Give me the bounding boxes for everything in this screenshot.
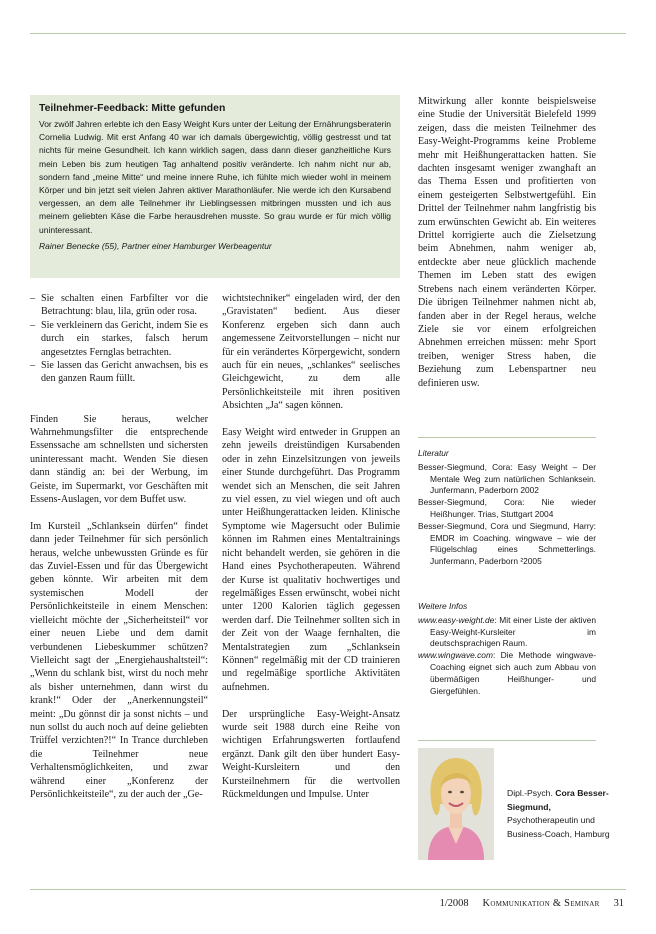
paragraph: Easy Weight wird entweder in Gruppen an zehn jeweils dreistündigen Kursabenden oder in zehn Einzelsitzungen von jeweils einer Stunde durchgeführt. Das Programm wendet sich an Menschen, die seit Jahren zu viel essen, zu viel wiegen und oft auch unter Heißhungerattacken leiden. Klinische Symptome wie Magersucht oder Bulimie können im Rahmen eines Mentaltrainings nicht behandelt werden, sie gehören in die Hand eines Psychotherapeuten. Während der Kurse ist qualitativ hochwertiges und regelmäßiges Essen erwünscht, wobei nicht unter 1200 Kalorien täglich gegessen werden darf. Die Teilnehmer sollten sich in der Zeit von der Waage fernhalten, die Mentalstrategien zum „Schlanksein Können“ regelmäßig mit der CD trainieren und regelmäßige sportliche Aktivitäten aufnehmen. bbox=[222, 427, 400, 693]
infos-section bbox=[418, 601, 596, 697]
literature-section bbox=[418, 448, 596, 568]
paragraph: Finden Sie heraus, welcher Wahrnehmungsfilter die entsprechende Essenssache am schnellsten und sichersten uninteressant macht. Wenden Sie diesen dann ständig an: bei der Werbung, im Geiste, im Supermarkt, vor Geschäften mit Essens-Auslagen, vor dem Buffet usw. bbox=[30, 413, 208, 506]
info-entry bbox=[418, 615, 596, 650]
list-item: – Sie verkleinern das Gericht, indem Sie es durch ein starkes, falsch herum angesetztes Fernglas betrachten. bbox=[30, 319, 208, 359]
column-3 bbox=[418, 95, 596, 390]
feedback-text: Vor zwölf Jahren erlebte ich den Easy Weight Kurs unter der Leitung der Ernährungsberaterin Cornelia Ludwig. Mit erst Anfang 40 war ich damals übergewichtig, völlig gestresst und tat nichts für meine Gesundheit. Ich kann wirklich sagen, dass dann dieser ganzheitliche Kurs mein Leben bis zum heutigen Tag anhaltend positiv veränderte. Ich nahm nicht nur ab, sondern fand „meine Mitte“ und meine innere Ruhe, ich fühlte mich wieder wohl in meinem Körper und bin jetzt seit vielen Jahren aktiver Marathonläufer. Nie werde ich den Kursabend vergessen, an dem alle Teilnehmer ihr Lieblingsessen mitbringen mussten und ich aus meinem geliebten Käse die Farbe herausdrehen musste. So grau wurde er für mich völlig uninteressant. bbox=[39, 119, 391, 235]
author-caption bbox=[507, 787, 613, 841]
info-link[interactable]: www.easy-weight.de bbox=[418, 614, 495, 625]
info-text: : Die Methode wingwave-Coaching eignet sich auch zum Abbau von übermäßigen Heißhunger- und Giergefühlen. bbox=[430, 650, 596, 696]
author-photo bbox=[418, 748, 494, 860]
literature-entry: Besser-Siegmund, Cora: Easy Weight – Der Mentale Weg zum natürlichen Schlanksein. Junfermann, Paderborn 2002 bbox=[418, 461, 596, 496]
info-entry bbox=[418, 650, 596, 697]
feedback-signature: Rainer Benecke (55), Partner einer Hamburger Werbeagentur bbox=[39, 240, 272, 251]
feedback-title: Teilnehmer-Feedback: Mitte gefunden bbox=[39, 103, 226, 114]
page-footer bbox=[440, 898, 624, 909]
paragraph: Im Kursteil „Schlanksein dürfen“ findet dann jeder Teilnehmer für sich persönlich heraus, welche unbewussten Gründe es für das Zuviel-Essen und für das Übergewicht geben könnte. Wir arbeiten mit dem systemischen Modell der Persönlichkeitsteile in einem Menschen: vielleicht möchte der „Sicherheitsteil“ vor einer neuen Liebe und dem damit verbundenen Liebeskummer schützen? Vielleicht sagt der „Energiehaushaltsteil“: „Wenn du schlank bist, wirst du noch mehr als bisher unternehmen, dann wirst du krank!“ Oder der „Anerkennungsteil“ meint: „Du gönnst dir ja sonst nichts – und nun sollst du auch noch auf deine geliebten Trüffel verzichten?!“ In Trance durchleben die Teilnehmer neue Verhaltensmöglichkeiten, und zwar während einer „Konferenz der Persönlichkeitsteile“, zu der auch der „Ge- bbox=[30, 520, 208, 800]
literature-heading: Literatur bbox=[418, 448, 449, 458]
feedback-box bbox=[30, 95, 400, 278]
bottom-rule bbox=[30, 889, 626, 890]
issue-number: 1/2008 bbox=[439, 898, 469, 909]
divider bbox=[418, 740, 596, 741]
column-1 bbox=[30, 292, 208, 801]
info-text: : Mit einer Liste der aktiven Easy-Weight-Kursleiter im deutschsprachigen Raum. bbox=[430, 614, 596, 649]
list-item: – Sie lassen das Gericht anwachsen, bis es den ganzen Raum füllt. bbox=[30, 359, 208, 386]
column-2 bbox=[222, 292, 400, 801]
literature-entry: Besser-Siegmund, Cora: Nie wieder Heißhunger. Trias, Stuttgart 2004 bbox=[418, 497, 596, 519]
literature-entry: Besser-Siegmund, Cora und Siegmund, Harry: EMDR im Coaching. wingwave – wie der Flügelschlag eines Schmetterlings. Junfermann, Paderborn ²2005 bbox=[418, 520, 596, 567]
author-role: Psychotherapeutin und Business-Coach, Hamburg bbox=[507, 815, 610, 839]
filter-list bbox=[30, 292, 208, 386]
top-rule bbox=[30, 33, 626, 34]
magazine-name: Kommunikation & Seminar bbox=[482, 898, 600, 909]
info-link[interactable]: www.wingwave.com bbox=[418, 650, 493, 661]
paragraph: wichtstechniker“ eingeladen wird, der den „Gravistaten“ bedient. Aus dieser Konferenz ergeben sich dann auch angemessene Zeitvorstellungen – nicht nur für ein verändertes Körpergewicht, sondern auch für ein neues, „schlankes“ seelisches Gleichgewicht, zu dem alle Persönlichkeitsteile mit ihren positiven Absichten „Ja“ sagen können. bbox=[222, 293, 400, 412]
paragraph: Mitwirkung aller konnte beispielsweise eine Studie der Universität Bielefeld 1999 zeigen, dass die meisten Teilnehmer des Easy-Weight-Programms keine Probleme mehr mit Heißhungerattacken hatten. Sie dachten insgesamt weniger zwanghaft an das Thema Essen und profitierten von einem gesteigerten Selbstwertgefühl. Ein Drittel der Teilnehmer nahm langfristig bis zum erwünschten Gewicht ab. Ein weiteres Drittel korrigierte auch die Zielsetzung beim Abnehmen, nahm weniger ab, entdeckte aber neue glücklich machende Themen im Leben statt des ewigen Strebens nach einem veränderten Körper. Die übrigen Teilnehmer nahmen nicht ab, fanden aber in der Regel heraus, welche Ziele sie vor einem erfolgreichen Abnehmen erreichen müssen: mehr Sport treiben, weniger Stress haben, die Beziehung zum Lebenspartner neu definieren usw. bbox=[418, 96, 596, 389]
author-title: Dipl.-Psych. bbox=[507, 788, 553, 798]
author-name: Cora Besser-Siegmund, bbox=[507, 788, 609, 812]
infos-heading: Weitere Infos bbox=[418, 601, 468, 611]
divider bbox=[418, 437, 596, 438]
page-number: 31 bbox=[613, 898, 624, 909]
list-item: – Sie schalten einen Farbfilter vor die Betrachtung: blau, lila, grün oder rosa. bbox=[30, 292, 208, 319]
paragraph: Der ursprüngliche Easy-Weight-Ansatz wurde seit 1988 durch eine Reihe von wichtigen Erfahrungswerten fortlaufend ergänzt. Dank gilt den über hundert Easy-Weight-Kursleitern und den Kursteilnehmern für die wertvollen Rückmeldungen und Impulse. Unter bbox=[222, 708, 400, 800]
